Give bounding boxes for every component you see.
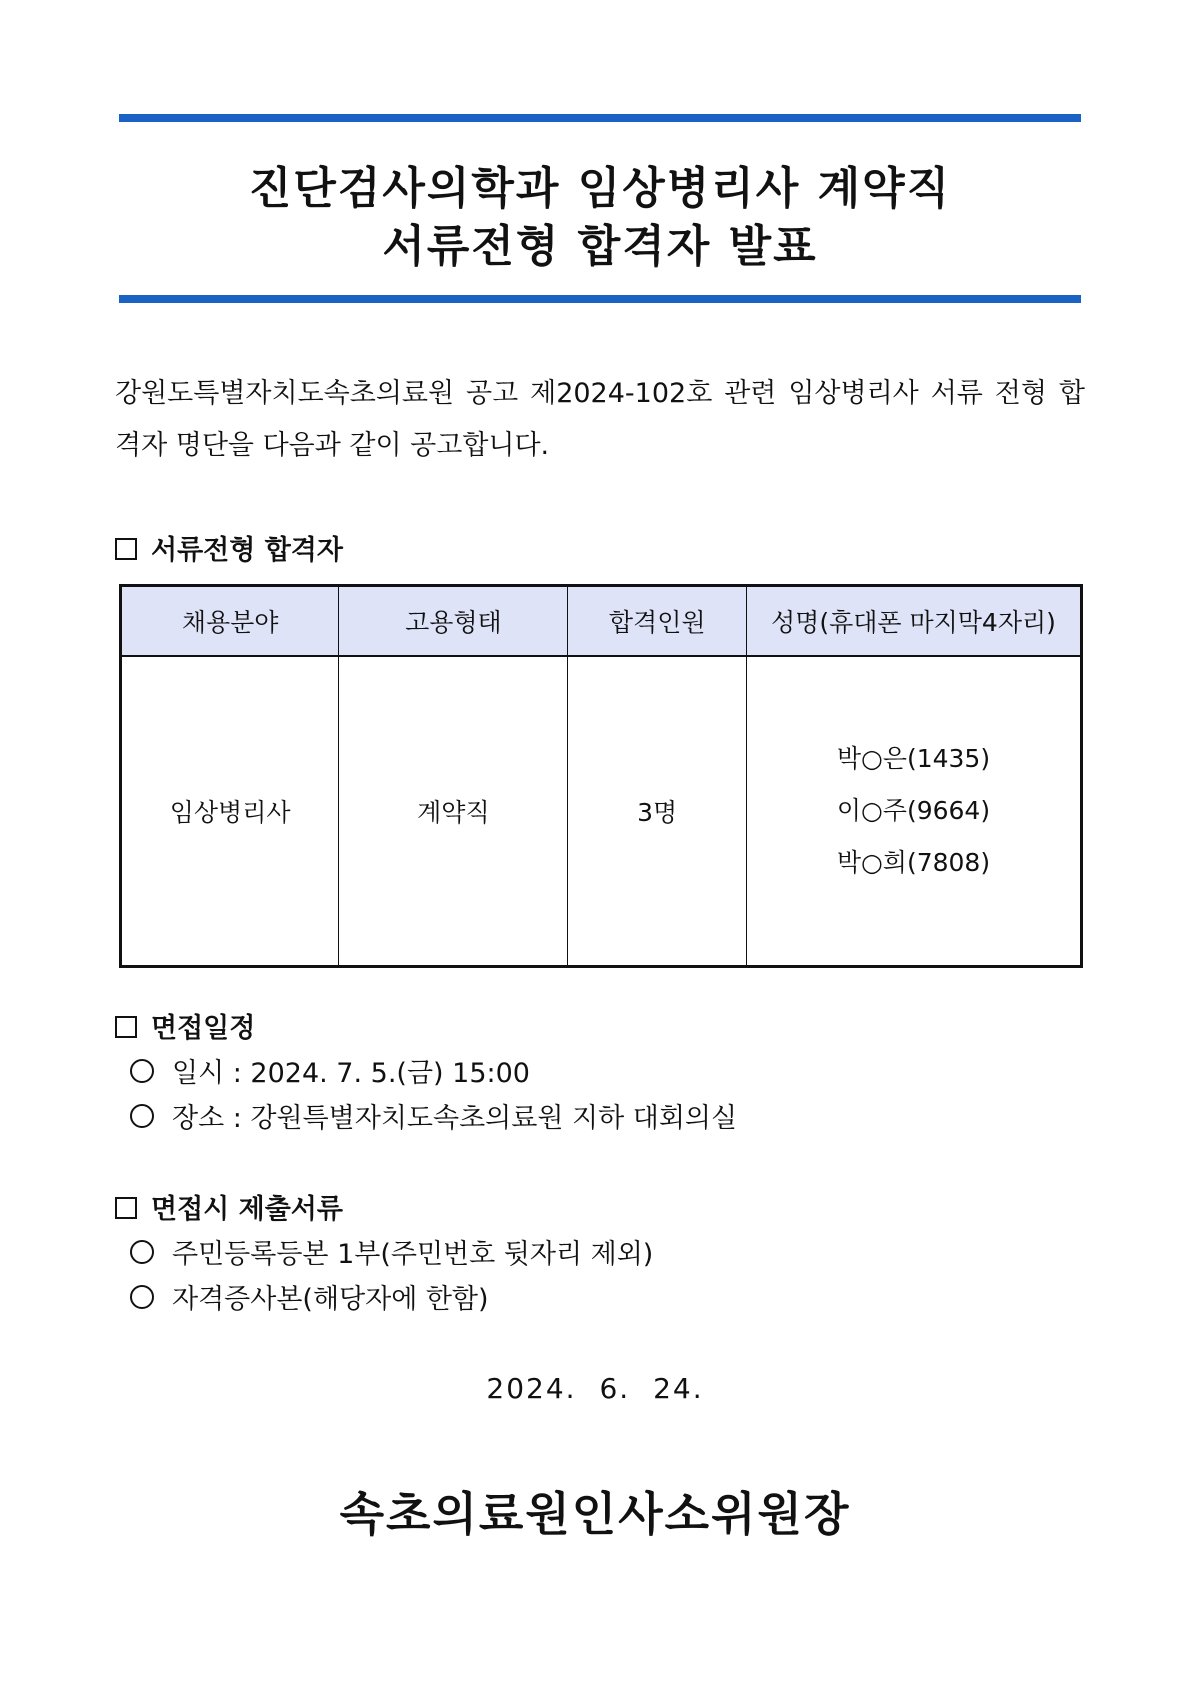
list-item: 자격증사본(해당자에 한함) [130,1277,489,1316]
passer-name: 이○주(9664) [836,796,991,825]
signature: 속초의료원인사소위원장 [339,1487,851,1541]
list-item: 장소 : 강원특별자치도속초의료원 지하 대회의실 [130,1096,737,1135]
page-subtitle: 서류전형 합격자 발표 [382,221,818,272]
circle-bullet-icon [130,1285,154,1309]
notice-date: 2024. 6. 24. [486,1372,704,1405]
table-header-row [121,586,1082,657]
list-item: 주민등록등본 1부(주민번호 뒷자리 제외) [130,1232,653,1271]
circle-bullet-icon [130,1059,154,1083]
list-item: 일시 : 2024. 7. 5.(금) 15:00 [130,1051,530,1090]
cell-type: 계약직 [339,656,568,967]
section-documents [115,1187,343,1226]
table-row [121,656,1082,967]
checkbox-square-icon [115,1016,137,1038]
circle-bullet-icon [130,1240,154,1264]
passer-name: 박○은(1435) [836,744,991,773]
checkbox-square-icon [115,538,137,560]
column-header: 고용형태 [339,586,568,657]
passer-name: 박○희(7808) [836,848,991,877]
checkbox-square-icon [115,1197,137,1219]
section-heading: 면접일정 [151,1013,256,1044]
section-heading: 면접시 제출서류 [151,1194,343,1225]
bottom-divider [119,295,1081,303]
circle-bullet-icon [130,1104,154,1128]
section-passers [115,528,343,567]
section-heading: 서류전형 합격자 [151,535,343,566]
passers-table [119,584,1083,968]
cell-field: 임상병리사 [121,656,339,967]
section-schedule [115,1006,255,1045]
intro-paragraph: 강원도특별자치도속초의료원 공고 제2024-102호 관련 임상병리사 서류 전형 합격자 명단을 다음과 같이 공고합니다. [115,378,1085,461]
column-header: 채용분야 [121,586,339,657]
cell-count: 3명 [568,656,746,967]
column-header: 합격인원 [568,586,746,657]
page-title: 진단검사의학과 임상병리사 계약직 [248,163,952,214]
column-header: 성명(휴대폰 마지막4자리) [746,586,1081,657]
top-divider [119,114,1081,122]
cell-names [746,656,1081,967]
